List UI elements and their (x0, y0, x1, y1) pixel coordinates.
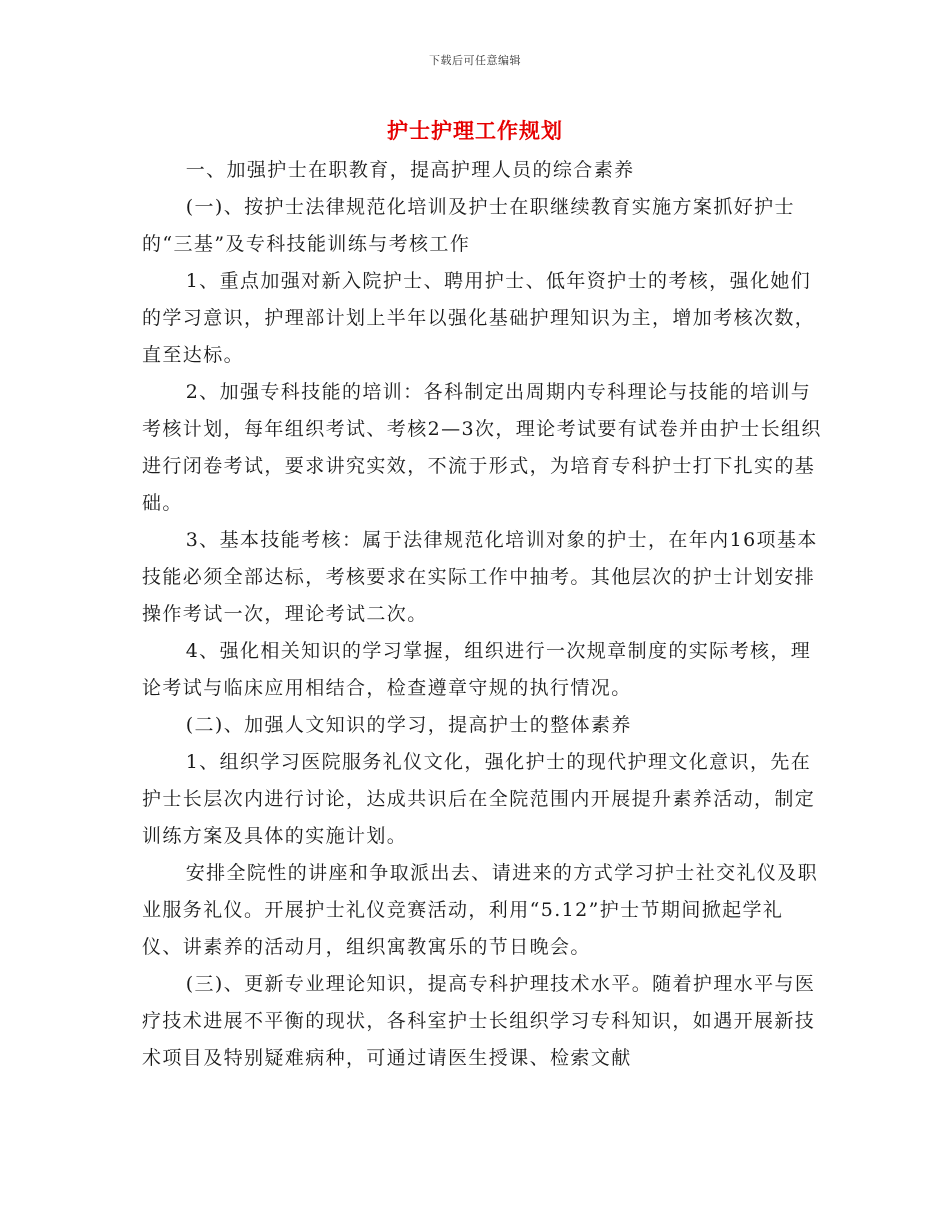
paragraph-item-3: 3、基本技能考核：属于法律规范化培训对象的护士，在年内16项基本技能必须全部达标，考核要求在实际工作中抽考。其他层次的护士计划安排操作考试一次，理论考试二次。 (142, 529, 818, 625)
document-body (142, 152, 822, 1077)
subsection-heading-1: (一)、按护士法律规范化培训及护士在职继续教育实施方案抓好护士的“三基”及专科技能训练与考核工作 (142, 196, 795, 255)
paragraph-item-5: 1、组织学习医院服务礼仪文化，强化护士的现代护理文化意识，先在护士长层次内进行讨论，达成共识后在全院范围内开展提升素养活动，制定训练方案及具体的实施计划。 (142, 751, 816, 847)
page-header: 下载后可任意编辑 (429, 54, 521, 67)
subsection-heading-2: (二)、加强人文知识的学习，提高护士的整体素养 (185, 714, 632, 736)
section-heading-1: 一、加强护士在职教育，提高护理人员的综合素养 (185, 159, 635, 181)
subsection-heading-3: (三)、更新专业理论知识，提高专科护理技术水平。随着护理水平与医疗技术进展不平衡的现状，各科室护士长组织学习专科知识，如遇开展新技术项目及特别疑难病种，可通过请医生授课、检索文献 (142, 973, 816, 1069)
paragraph-item-6: 安排全院性的讲座和争取派出去、请进来的方式学习护士社交礼仪及职业服务礼仪。开展护士礼仪竞赛活动，利用“5.12”护士节期间掀起学礼仪、讲素养的活动月，组织寓教寓乐的节日晚会。 (142, 862, 819, 958)
paragraph-item-4: 4、强化相关知识的学习掌握，组织进行一次规章制度的实际考核，理论考试与临床应用相结合，检查遵章守规的执行情况。 (142, 640, 812, 699)
paragraph-item-1: 1、重点加强对新入院护士、聘用护士、低年资护士的考核，强化她们的学习意识，护理部计划上半年以强化基础护理知识为主，增加考核次数，直至达标。 (142, 270, 816, 366)
document-title: 护士护理工作规划 (387, 118, 563, 143)
paragraph-item-2: 2、加强专科技能的培训：各科制定出周期内专科理论与技能的培训与考核计划，每年组织考试、考核2—3次，理论考试要有试卷并由护士长组织进行闭卷考试，要求讲究实效，不流于形式，为培育专科护士打下扎实的基础。 (142, 381, 822, 514)
